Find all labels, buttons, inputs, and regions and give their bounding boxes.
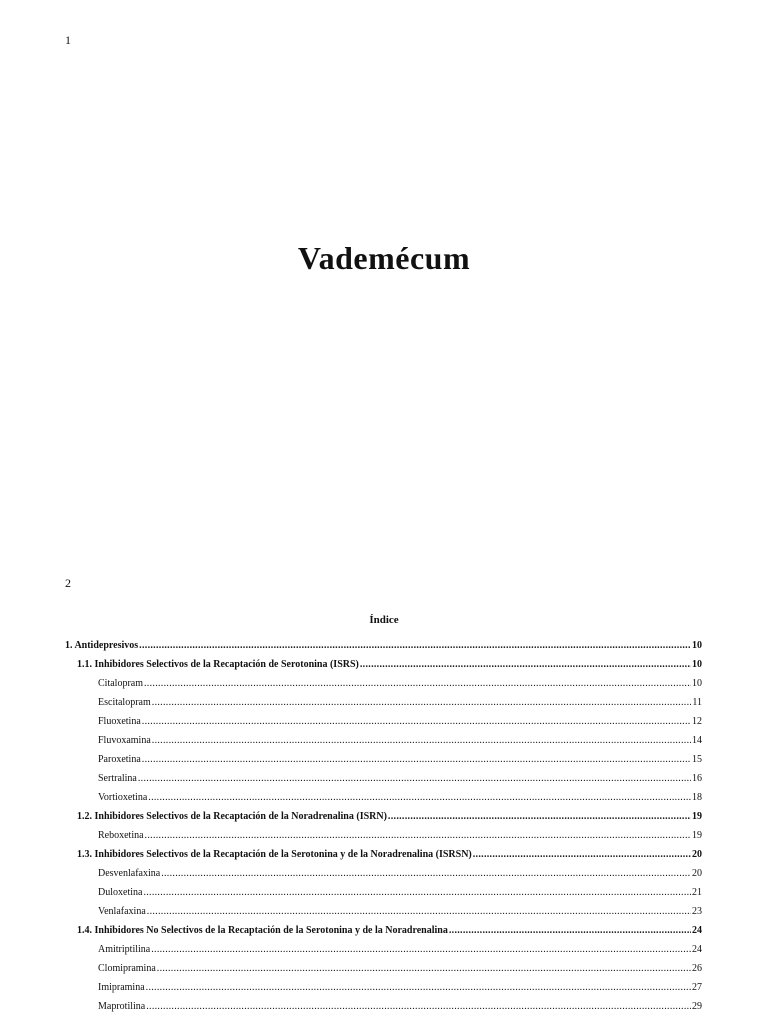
toc-entry[interactable] bbox=[0, 655, 768, 674]
toc-entry-title: Imipramina bbox=[98, 982, 145, 993]
toc-entry-title: 1. Antidepresivos bbox=[65, 640, 139, 651]
toc-entry-page: 11 bbox=[692, 697, 702, 708]
page-number-2: 2 bbox=[65, 576, 71, 590]
toc-dot-leader bbox=[145, 826, 691, 845]
toc-entry-page: 19 bbox=[692, 811, 702, 822]
toc-entry-page: 29 bbox=[692, 1001, 702, 1012]
toc-entry[interactable] bbox=[0, 674, 768, 693]
toc-entry-page: 16 bbox=[692, 773, 702, 784]
toc-dot-leader bbox=[449, 921, 691, 940]
toc-entry-title: 1.2. Inhibidores Selectivos de la Recaptación de la Noradrenalina (ISRN) bbox=[77, 811, 387, 822]
toc-dot-leader bbox=[142, 750, 691, 769]
toc-entry-title: Escitalopram bbox=[98, 697, 151, 708]
toc-dot-leader bbox=[144, 674, 691, 693]
toc-entry-title: Fluvoxamina bbox=[98, 735, 151, 746]
toc-dot-leader bbox=[146, 997, 691, 1016]
toc-entry[interactable] bbox=[0, 731, 768, 750]
toc-entry-page: 24 bbox=[692, 925, 702, 936]
toc-entry-page: 10 bbox=[692, 659, 702, 670]
toc-entry-page: 24 bbox=[692, 944, 702, 955]
toc-entry-page: 12 bbox=[692, 716, 702, 727]
toc-entry[interactable] bbox=[0, 750, 768, 769]
toc-dot-leader bbox=[139, 636, 691, 655]
toc-entry-title: Paroxetina bbox=[98, 754, 141, 765]
toc-entry[interactable] bbox=[0, 769, 768, 788]
toc-dot-leader bbox=[147, 902, 691, 921]
toc-entry-title: Clomipramina bbox=[98, 963, 156, 974]
toc-entry[interactable] bbox=[0, 997, 768, 1016]
toc-entry-page: 20 bbox=[692, 849, 702, 860]
toc-entry-title: Duloxetina bbox=[98, 887, 143, 898]
toc-entry[interactable] bbox=[0, 826, 768, 845]
toc-entry-title: Vortioxetina bbox=[98, 792, 148, 803]
toc-dot-leader bbox=[360, 655, 691, 674]
toc-entry[interactable] bbox=[0, 636, 768, 655]
toc-entry-title: 1.4. Inhibidores No Selectivos de la Recaptación de la Serotonina y de la Noradrenalina bbox=[77, 925, 448, 936]
toc-dot-leader bbox=[148, 788, 691, 807]
toc-entry-title: Desvenlafaxina bbox=[98, 868, 161, 879]
toc-dot-leader bbox=[152, 731, 691, 750]
toc-dot-leader bbox=[142, 712, 691, 731]
toc-dot-leader bbox=[152, 693, 692, 712]
toc-entry-page: 21 bbox=[692, 887, 702, 898]
toc-dot-leader bbox=[138, 769, 691, 788]
toc-entry-page: 26 bbox=[692, 963, 702, 974]
toc-entry-page: 10 bbox=[692, 640, 702, 651]
toc-entry[interactable] bbox=[0, 921, 768, 940]
toc-entry-page: 14 bbox=[692, 735, 702, 746]
toc-entry-page: 20 bbox=[692, 868, 702, 879]
toc-entry-page: 27 bbox=[692, 982, 702, 993]
toc-entry[interactable] bbox=[0, 807, 768, 826]
toc-entry-title: Fluoxetina bbox=[98, 716, 141, 727]
toc-dot-leader bbox=[151, 940, 691, 959]
toc-entry-page: 15 bbox=[692, 754, 702, 765]
toc-entry[interactable] bbox=[0, 864, 768, 883]
toc-entry-title: Citalopram bbox=[98, 678, 143, 689]
toc-dot-leader bbox=[473, 845, 691, 864]
toc-entry-title: Reboxetina bbox=[98, 830, 144, 841]
toc-dot-leader bbox=[157, 959, 691, 978]
toc-entry-page: 23 bbox=[692, 906, 702, 917]
toc-dot-leader bbox=[388, 807, 691, 826]
toc-entry[interactable] bbox=[0, 845, 768, 864]
toc-entry[interactable] bbox=[0, 883, 768, 902]
toc-dot-leader bbox=[146, 978, 691, 997]
toc-entry-title: Amitriptilina bbox=[98, 944, 151, 955]
toc-entry[interactable] bbox=[0, 712, 768, 731]
toc-entry-title: Venlafaxina bbox=[98, 906, 146, 917]
toc-dot-leader bbox=[143, 883, 691, 902]
toc-entry-title: Sertralina bbox=[98, 773, 137, 784]
toc-entry[interactable] bbox=[0, 693, 768, 712]
toc-entry-page: 18 bbox=[692, 792, 702, 803]
toc-heading: Índice bbox=[369, 614, 399, 626]
page-number-1: 1 bbox=[65, 33, 71, 47]
toc-entry-title: 1.3. Inhibidores Selectivos de la Recaptación de la Serotonina y de la Noradrenalina (ISRSN) bbox=[77, 849, 472, 860]
table-of-contents bbox=[0, 636, 768, 1016]
toc-entry[interactable] bbox=[0, 959, 768, 978]
toc-entry[interactable] bbox=[0, 940, 768, 959]
toc-entry-page: 10 bbox=[692, 678, 702, 689]
toc-entry-page: 19 bbox=[692, 830, 702, 841]
document-title: Vademécum bbox=[297, 240, 471, 277]
toc-entry[interactable] bbox=[0, 788, 768, 807]
toc-entry-title: Maprotilina bbox=[98, 1001, 146, 1012]
toc-entry[interactable] bbox=[0, 902, 768, 921]
toc-entry[interactable] bbox=[0, 978, 768, 997]
toc-entry-title: 1.1. Inhibidores Selectivos de la Recaptación de Serotonina (ISRS) bbox=[77, 659, 359, 670]
toc-dot-leader bbox=[161, 864, 691, 883]
